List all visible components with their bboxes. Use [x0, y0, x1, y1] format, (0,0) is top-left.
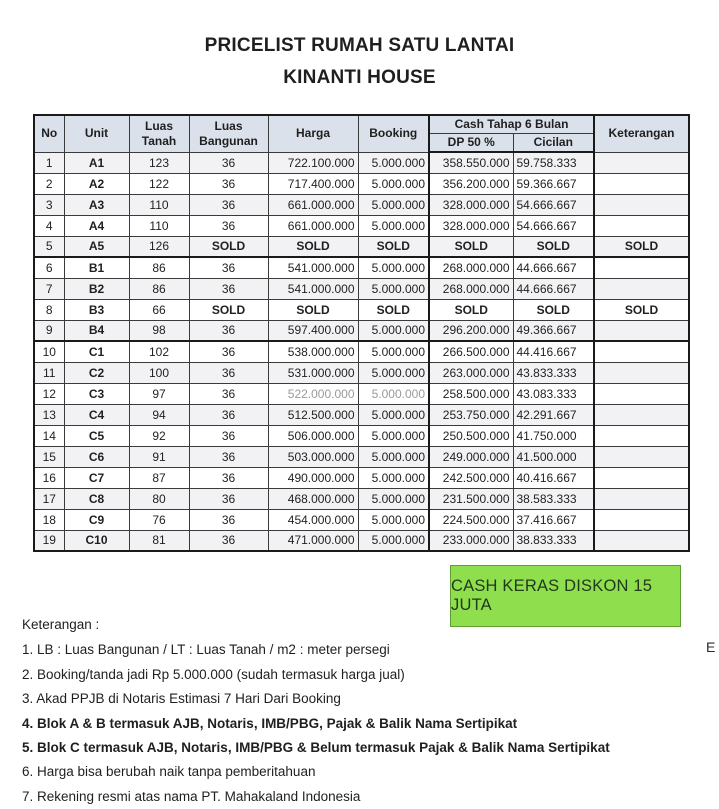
- cell-luas_bangunan: 36: [189, 362, 268, 383]
- title-line1: PRICELIST RUMAH SATU LANTAI: [204, 35, 515, 56]
- header-no: No: [34, 115, 64, 152]
- cell-luas_tanah: 122: [129, 173, 189, 194]
- cell-no: 12: [34, 383, 64, 404]
- cell-luas_bangunan: 36: [189, 194, 268, 215]
- cell-dp: 231.500.000: [429, 488, 513, 509]
- cell-cicilan: 38.583.333: [513, 488, 594, 509]
- cell-luas_bangunan: 36: [189, 257, 268, 278]
- cell-no: 8: [34, 299, 64, 320]
- header-luas-bangunan: Luas Bangunan: [189, 115, 268, 152]
- cell-dp: 224.500.000: [429, 509, 513, 530]
- cell-luas_tanah: 97: [129, 383, 189, 404]
- cell-luas_bangunan: 36: [189, 425, 268, 446]
- cell-dp: SOLD: [429, 236, 513, 257]
- cell-harga: 468.000.000: [268, 488, 358, 509]
- cell-unit: A1: [64, 152, 129, 173]
- cell-luas_tanah: 81: [129, 530, 189, 551]
- cell-luas_bangunan: 36: [189, 488, 268, 509]
- cell-harga: 512.500.000: [268, 404, 358, 425]
- cell-luas_bangunan: 36: [189, 467, 268, 488]
- cell-booking: 5.000.000: [358, 509, 429, 530]
- cell-cicilan: 43.083.333: [513, 383, 594, 404]
- cell-cicilan: 49.366.667: [513, 320, 594, 341]
- cell-booking: 5.000.000: [358, 173, 429, 194]
- cell-cicilan: 41.500.000: [513, 446, 594, 467]
- pricelist-table: [33, 114, 690, 552]
- cell-cicilan: 43.833.333: [513, 362, 594, 383]
- table-row: [34, 236, 689, 257]
- cell-luas_tanah: 110: [129, 194, 189, 215]
- cell-luas_bangunan: 36: [189, 509, 268, 530]
- cell-cicilan: 38.833.333: [513, 530, 594, 551]
- cell-cicilan: 54.666.667: [513, 215, 594, 236]
- cell-booking: 5.000.000: [358, 383, 429, 404]
- cell-keterangan: [594, 446, 689, 467]
- cell-dp: 296.200.000: [429, 320, 513, 341]
- cell-keterangan: [594, 362, 689, 383]
- cell-unit: A2: [64, 173, 129, 194]
- header-keterangan: Keterangan: [594, 115, 689, 152]
- cell-keterangan: [594, 404, 689, 425]
- cell-luas_bangunan: SOLD: [189, 236, 268, 257]
- cell-no: 2: [34, 173, 64, 194]
- cell-keterangan: SOLD: [594, 236, 689, 257]
- header-cicilan: Cicilan: [513, 134, 594, 153]
- cell-keterangan: [594, 341, 689, 362]
- cell-luas_bangunan: 36: [189, 341, 268, 362]
- header-cash-tahap: Cash Tahap 6 Bulan: [429, 115, 594, 134]
- cell-unit: C2: [64, 362, 129, 383]
- note-item: 5. Blok C termasuk AJB, Notaris, IMB/PBG & Belum termasuk Pajak & Balik Nama Sertipikat: [22, 740, 610, 756]
- cell-booking: 5.000.000: [358, 215, 429, 236]
- cell-unit: C3: [64, 383, 129, 404]
- cell-unit: A3: [64, 194, 129, 215]
- table-row: [34, 488, 689, 509]
- header-harga: Harga: [268, 115, 358, 152]
- cell-luas_tanah: 123: [129, 152, 189, 173]
- cell-luas_bangunan: 36: [189, 530, 268, 551]
- cell-unit: C8: [64, 488, 129, 509]
- table-row: [34, 278, 689, 299]
- cell-unit: C4: [64, 404, 129, 425]
- cell-luas_tanah: 92: [129, 425, 189, 446]
- table-row: [34, 341, 689, 362]
- cell-dp: SOLD: [429, 299, 513, 320]
- cell-luas_tanah: 76: [129, 509, 189, 530]
- cell-luas_bangunan: 36: [189, 320, 268, 341]
- cell-luas_bangunan: 36: [189, 446, 268, 467]
- cell-booking: 5.000.000: [358, 341, 429, 362]
- cell-no: 1: [34, 152, 64, 173]
- cell-booking: 5.000.000: [358, 320, 429, 341]
- cell-luas_bangunan: 36: [189, 404, 268, 425]
- cell-booking: 5.000.000: [358, 257, 429, 278]
- header-dp: DP 50 %: [429, 134, 513, 153]
- cell-luas_bangunan: 36: [189, 215, 268, 236]
- cell-cicilan: 44.666.667: [513, 257, 594, 278]
- cell-unit: C6: [64, 446, 129, 467]
- cell-no: 16: [34, 467, 64, 488]
- cell-keterangan: [594, 320, 689, 341]
- cell-harga: 538.000.000: [268, 341, 358, 362]
- cell-luas_bangunan: 36: [189, 152, 268, 173]
- cell-unit: C10: [64, 530, 129, 551]
- cell-dp: 242.500.000: [429, 467, 513, 488]
- cell-no: 7: [34, 278, 64, 299]
- cell-cicilan: 54.666.667: [513, 194, 594, 215]
- cell-no: 11: [34, 362, 64, 383]
- cell-dp: 356.200.000: [429, 173, 513, 194]
- cell-keterangan: [594, 488, 689, 509]
- table-row: [34, 530, 689, 551]
- cell-keterangan: [594, 425, 689, 446]
- cell-booking: 5.000.000: [358, 425, 429, 446]
- cell-unit: A4: [64, 215, 129, 236]
- notes-heading: Keterangan :: [22, 617, 100, 632]
- cell-unit: B4: [64, 320, 129, 341]
- cell-keterangan: [594, 383, 689, 404]
- note-item: 2. Booking/tanda jadi Rp 5.000.000 (sudah termasuk harga jual): [22, 666, 405, 682]
- cell-luas_tanah: 66: [129, 299, 189, 320]
- table-row: [34, 509, 689, 530]
- cell-no: 18: [34, 509, 64, 530]
- cell-booking: 5.000.000: [358, 362, 429, 383]
- cell-harga: 522.000.000: [268, 383, 358, 404]
- cell-unit: A5: [64, 236, 129, 257]
- cell-keterangan: [594, 152, 689, 173]
- notes-list: [22, 638, 697, 809]
- cell-unit: B2: [64, 278, 129, 299]
- cell-luas_tanah: 91: [129, 446, 189, 467]
- note-item: 1. LB : Luas Bangunan / LT : Luas Tanah / m2 : meter persegi: [22, 642, 390, 658]
- stray-letter: E: [706, 639, 716, 655]
- cell-dp: 358.550.000: [429, 152, 513, 173]
- cell-cicilan: 40.416.667: [513, 467, 594, 488]
- cell-luas_tanah: 110: [129, 215, 189, 236]
- cell-cicilan: SOLD: [513, 299, 594, 320]
- cell-keterangan: [594, 278, 689, 299]
- cell-dp: 266.500.000: [429, 341, 513, 362]
- table-row: [34, 152, 689, 173]
- note-item: 6. Harga bisa berubah naik tanpa pemberitahuan: [22, 764, 316, 780]
- header-unit: Unit: [64, 115, 129, 152]
- cell-harga: 506.000.000: [268, 425, 358, 446]
- cell-luas_tanah: 86: [129, 257, 189, 278]
- table-header: [34, 115, 689, 152]
- cell-harga: 531.000.000: [268, 362, 358, 383]
- cell-unit: B1: [64, 257, 129, 278]
- cell-harga: SOLD: [268, 299, 358, 320]
- table-row: [34, 425, 689, 446]
- cell-booking: SOLD: [358, 299, 429, 320]
- cell-no: 3: [34, 194, 64, 215]
- cell-luas_tanah: 94: [129, 404, 189, 425]
- cell-booking: 5.000.000: [358, 152, 429, 173]
- cell-unit: C9: [64, 509, 129, 530]
- cell-luas_bangunan: 36: [189, 173, 268, 194]
- cell-unit: B3: [64, 299, 129, 320]
- table-row: [34, 320, 689, 341]
- cell-dp: 263.000.000: [429, 362, 513, 383]
- cell-dp: 249.000.000: [429, 446, 513, 467]
- cell-keterangan: SOLD: [594, 299, 689, 320]
- cell-cicilan: 59.366.667: [513, 173, 594, 194]
- cell-harga: 541.000.000: [268, 257, 358, 278]
- cell-harga: 661.000.000: [268, 194, 358, 215]
- cell-unit: C7: [64, 467, 129, 488]
- table-row: [34, 383, 689, 404]
- cell-keterangan: [594, 530, 689, 551]
- cell-keterangan: [594, 173, 689, 194]
- cell-luas_tanah: 86: [129, 278, 189, 299]
- cell-booking: 5.000.000: [358, 530, 429, 551]
- document-title: [0, 30, 719, 94]
- cell-cicilan: 44.666.667: [513, 278, 594, 299]
- cell-no: 4: [34, 215, 64, 236]
- cell-booking: 5.000.000: [358, 404, 429, 425]
- cell-harga: 503.000.000: [268, 446, 358, 467]
- cell-no: 9: [34, 320, 64, 341]
- cell-luas_bangunan: SOLD: [189, 299, 268, 320]
- cell-dp: 258.500.000: [429, 383, 513, 404]
- note-item: 7. Rekening resmi atas nama PT. Mahakaland Indonesia: [22, 788, 361, 804]
- cell-booking: 5.000.000: [358, 488, 429, 509]
- cell-cicilan: 44.416.667: [513, 341, 594, 362]
- cell-no: 17: [34, 488, 64, 509]
- cell-keterangan: [594, 194, 689, 215]
- table-row: [34, 467, 689, 488]
- cell-cicilan: 59.758.333: [513, 152, 594, 173]
- cell-dp: 328.000.000: [429, 194, 513, 215]
- header-luas-tanah: Luas Tanah: [129, 115, 189, 152]
- table-row: [34, 404, 689, 425]
- cell-harga: 454.000.000: [268, 509, 358, 530]
- note-item: 4. Blok A & B termasuk AJB, Notaris, IMB/PBG, Pajak & Balik Nama Sertipikat: [22, 715, 518, 731]
- cell-harga: 490.000.000: [268, 467, 358, 488]
- cell-keterangan: [594, 215, 689, 236]
- cell-keterangan: [594, 509, 689, 530]
- title-line2: KINANTI HOUSE: [283, 67, 436, 88]
- cell-luas_tanah: 102: [129, 341, 189, 362]
- cell-harga: 541.000.000: [268, 278, 358, 299]
- cell-booking: 5.000.000: [358, 446, 429, 467]
- cell-harga: 597.400.000: [268, 320, 358, 341]
- cell-luas_bangunan: 36: [189, 383, 268, 404]
- cell-harga: 717.400.000: [268, 173, 358, 194]
- cell-luas_tanah: 100: [129, 362, 189, 383]
- cell-no: 10: [34, 341, 64, 362]
- cell-harga: 471.000.000: [268, 530, 358, 551]
- discount-badge-label: CASH KERAS DISKON 15 JUTA: [451, 577, 653, 614]
- cell-unit: C5: [64, 425, 129, 446]
- cell-no: 5: [34, 236, 64, 257]
- cell-booking: 5.000.000: [358, 467, 429, 488]
- cell-booking: 5.000.000: [358, 194, 429, 215]
- cell-dp: 250.500.000: [429, 425, 513, 446]
- table-row: [34, 257, 689, 278]
- cell-unit: C1: [64, 341, 129, 362]
- cell-luas_tanah: 87: [129, 467, 189, 488]
- cell-dp: 233.000.000: [429, 530, 513, 551]
- cell-booking: SOLD: [358, 236, 429, 257]
- cell-cicilan: 42.291.667: [513, 404, 594, 425]
- cell-harga: 722.100.000: [268, 152, 358, 173]
- table-row: [34, 173, 689, 194]
- cell-dp: 268.000.000: [429, 278, 513, 299]
- cell-cicilan: 41.750.000: [513, 425, 594, 446]
- cell-no: 15: [34, 446, 64, 467]
- cell-cicilan: 37.416.667: [513, 509, 594, 530]
- table-row: [34, 446, 689, 467]
- table-row: [34, 215, 689, 236]
- cell-no: 13: [34, 404, 64, 425]
- cell-harga: SOLD: [268, 236, 358, 257]
- header-booking: Booking: [358, 115, 429, 152]
- cell-luas_tanah: 126: [129, 236, 189, 257]
- table-row: [34, 194, 689, 215]
- table-body: [34, 152, 689, 551]
- notes-section: [22, 613, 697, 809]
- cell-cicilan: SOLD: [513, 236, 594, 257]
- cell-luas_bangunan: 36: [189, 278, 268, 299]
- cell-keterangan: [594, 257, 689, 278]
- cell-dp: 253.750.000: [429, 404, 513, 425]
- cell-no: 14: [34, 425, 64, 446]
- cell-no: 19: [34, 530, 64, 551]
- table-row: [34, 299, 689, 320]
- cell-keterangan: [594, 467, 689, 488]
- note-item: 3. Akad PPJB di Notaris Estimasi 7 Hari Dari Booking: [22, 691, 341, 707]
- table-row: [34, 362, 689, 383]
- cell-luas_tanah: 98: [129, 320, 189, 341]
- cell-luas_tanah: 80: [129, 488, 189, 509]
- cell-harga: 661.000.000: [268, 215, 358, 236]
- cell-booking: 5.000.000: [358, 278, 429, 299]
- cell-dp: 328.000.000: [429, 215, 513, 236]
- cell-no: 6: [34, 257, 64, 278]
- cell-dp: 268.000.000: [429, 257, 513, 278]
